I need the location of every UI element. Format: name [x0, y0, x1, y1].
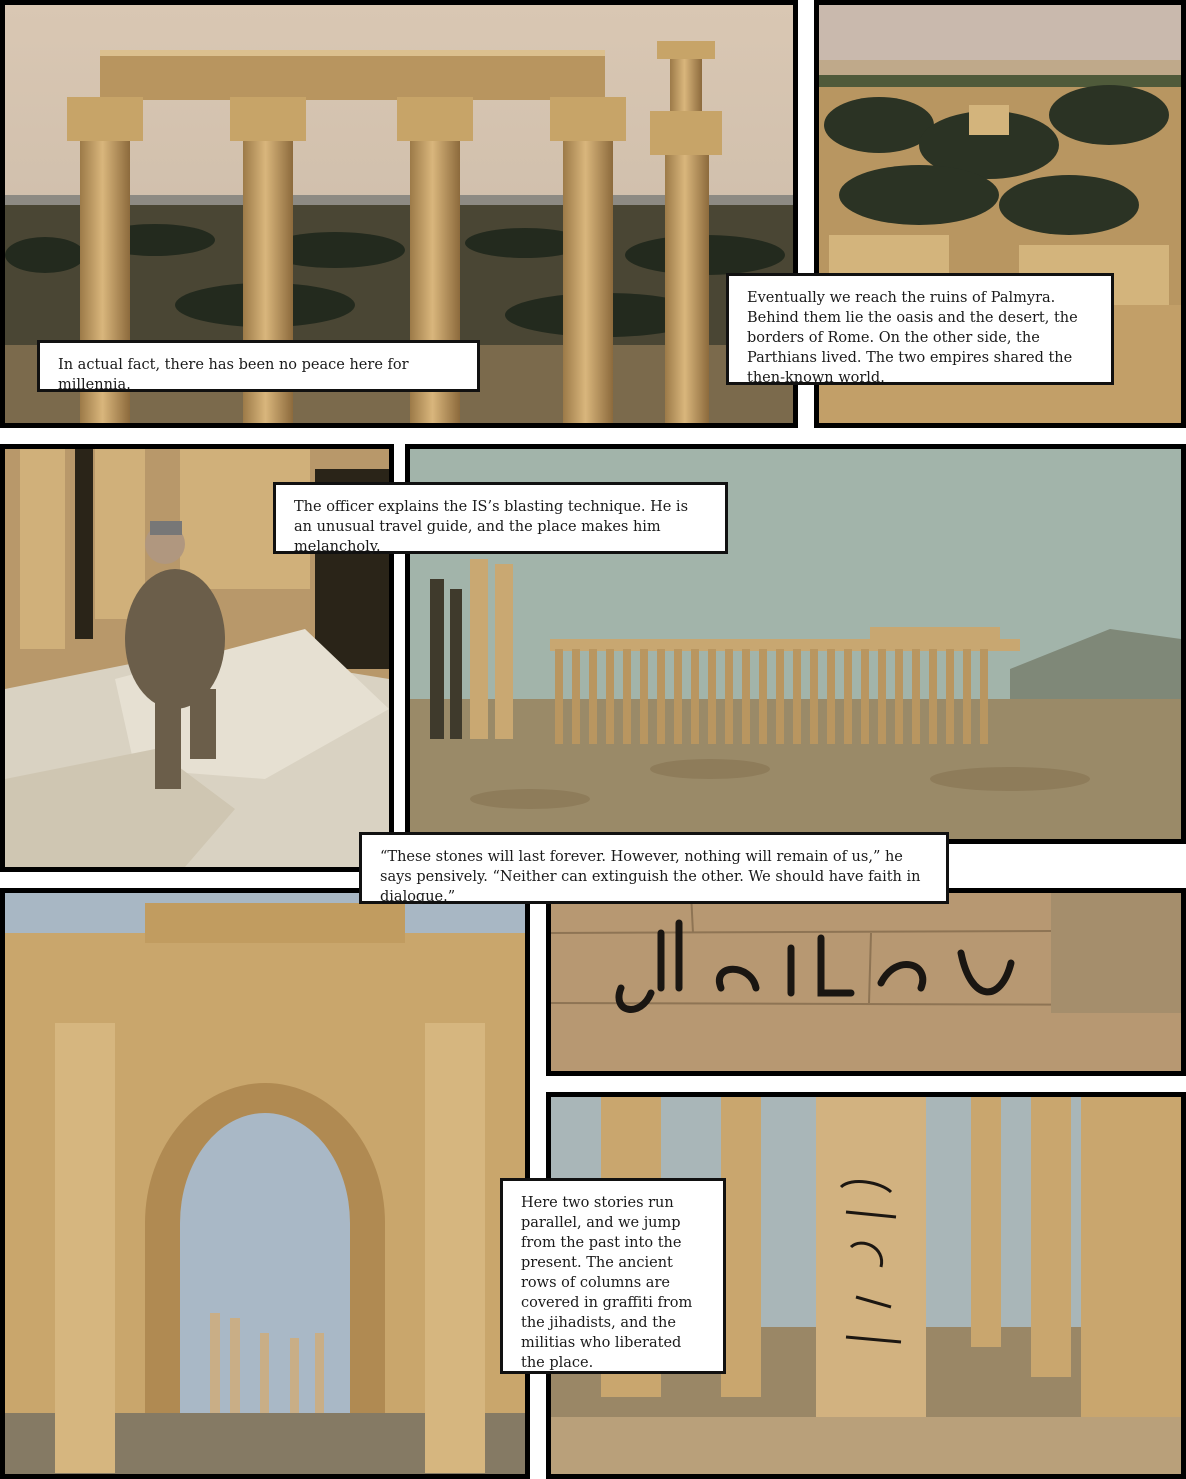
arch-photo	[5, 893, 525, 1474]
caption-reach-palmyra: Eventually we reach the ruins of Palmyra. Behind them lie the oasis and the desert, the borders of Rome. On the other side, the Parthians lived. The two empires shared the then-known world.	[726, 273, 1114, 385]
caption-officer-explains: The officer explains the IS’s blasting technique. He is an unusual travel guide, and the place makes him melancholy.	[273, 482, 728, 554]
caption-no-peace: In actual fact, there has been no peace here for millennia.	[37, 340, 480, 392]
caption-two-stories: Here two stories run parallel, and we jump from the past into the present. The ancient rows of columns are covered in graffiti from the jihadists, and the militias who liberated the place.	[500, 1178, 726, 1374]
photo-panel-arch	[0, 888, 530, 1479]
photo-panel-graffiti-wall	[546, 888, 1186, 1076]
graffiti-wall-photo	[551, 893, 1181, 1071]
caption-stones-forever: “These stones will last forever. However, nothing will remain of us,” he says pensively. “Neither can extinguish the other. We should have faith in dialogue.”	[359, 832, 949, 904]
